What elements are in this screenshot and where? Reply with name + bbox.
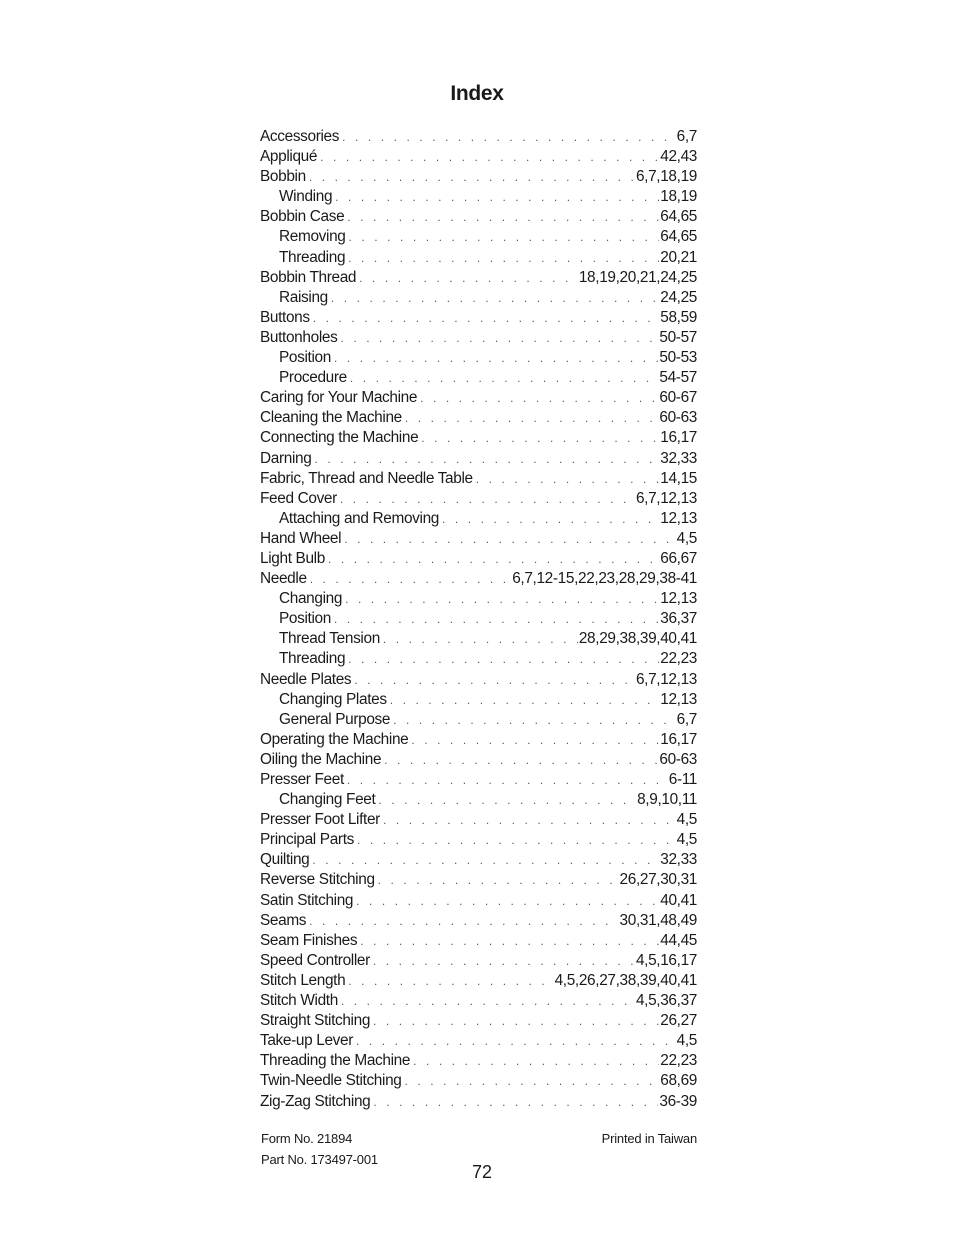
index-term: Caring for Your Machine [260, 389, 418, 407]
index-entry [260, 388, 697, 408]
index-pages: 32,33 [660, 449, 697, 467]
index-term: Principal Parts [260, 831, 354, 849]
index-pages: 20,21 [660, 248, 697, 266]
dot-leader [405, 1071, 660, 1091]
dot-leader [344, 529, 675, 549]
dot-leader [411, 730, 659, 750]
index-entry [260, 850, 697, 870]
dot-leader [312, 850, 659, 870]
index-pages: 4,5 [676, 1032, 697, 1050]
index-entry [260, 268, 697, 288]
dot-leader [342, 127, 676, 147]
index-pages: 26,27,30,31 [619, 871, 697, 889]
index-entry [260, 1011, 697, 1031]
index-pages: 44,45 [660, 931, 697, 949]
index-pages: 6,7,12,13 [635, 489, 697, 507]
index-pages: 30,31,48,49 [619, 911, 697, 929]
index-subentry [260, 790, 697, 810]
index-pages: 66,67 [660, 549, 697, 567]
printed-in-label: Printed in Taiwan [601, 1131, 697, 1146]
dot-leader [383, 810, 676, 830]
index-pages: 12,13 [660, 590, 697, 608]
dot-leader [360, 931, 659, 951]
dot-leader [335, 187, 659, 207]
index-entry [260, 670, 697, 690]
index-term: Twin-Needle Stitching [260, 1072, 402, 1090]
index-term: Threading [279, 650, 346, 668]
index-term: Presser Feet [260, 771, 344, 788]
index-entry [260, 810, 697, 830]
index-entry [260, 770, 697, 790]
index-pages: 6-11 [668, 771, 697, 788]
dot-leader [383, 629, 578, 649]
index-subentry [260, 288, 697, 308]
dot-leader [373, 951, 635, 971]
index-term: General Purpose [279, 710, 391, 728]
dot-leader [421, 428, 659, 448]
index-pages: 14,15 [660, 469, 697, 487]
index-subentry [260, 649, 697, 669]
index-term: Procedure [279, 369, 347, 387]
index-pages: 4,5,26,27,38,39,40,41 [554, 971, 697, 989]
index-subentry [260, 609, 697, 629]
index-pages: 64,65 [660, 228, 697, 246]
index-pages: 4,5 [676, 831, 697, 849]
index-pages: 6,7,12,13 [635, 670, 697, 688]
index-pages: 36-39 [659, 1092, 697, 1110]
index-pages: 4,5 [676, 811, 697, 829]
index-pages: 6,7,12-15,22,23,28,29,38-41 [512, 570, 697, 588]
index-pages: 6,7 [676, 128, 697, 145]
index-entry [260, 408, 697, 428]
dot-leader [356, 891, 659, 911]
index-entry [260, 449, 697, 469]
index-term: Removing [279, 228, 346, 246]
index-term: Speed Controller [260, 951, 370, 969]
index-term: Position [279, 349, 331, 367]
index-pages: 28,29,38,39,40,41 [578, 630, 697, 648]
index-pages: 16,17 [660, 730, 697, 748]
index-term: Bobbin Thread [260, 268, 357, 286]
index-term: Bobbin [260, 168, 306, 186]
page-title: Index [450, 82, 504, 105]
index-pages: 32,33 [660, 851, 697, 869]
dot-leader [476, 469, 659, 489]
index-pages: 4,5,36,37 [635, 992, 697, 1010]
index-term: Bobbin Case [260, 208, 345, 226]
dot-leader [314, 449, 659, 469]
dot-leader [348, 649, 659, 669]
dot-leader [309, 911, 618, 931]
dot-leader [328, 549, 659, 569]
index-pages: 6,7,18,19 [635, 168, 697, 186]
index-term: Seams [260, 911, 307, 929]
index-entry [260, 489, 697, 509]
dot-leader [340, 328, 658, 348]
index-term: Light Bulb [260, 549, 325, 567]
index-term: Seam Finishes [260, 931, 358, 949]
index-pages: 22,23 [660, 1052, 697, 1070]
dot-leader [345, 589, 659, 609]
index-pages: 22,23 [660, 650, 697, 668]
index-term: Buttons [260, 308, 310, 326]
index-term: Oiling the Machine [260, 750, 382, 768]
index-pages: 58,59 [660, 308, 697, 326]
index-term: Appliqué [260, 148, 318, 166]
index-term: Reverse Stitching [260, 871, 375, 889]
index-pages: 50-53 [659, 349, 697, 367]
index-pages: 36,37 [660, 610, 697, 628]
index-list [260, 127, 697, 1112]
index-subentry [260, 348, 697, 368]
index-pages: 64,65 [660, 208, 697, 226]
index-term: Accessories [260, 128, 340, 145]
dot-leader [309, 167, 635, 187]
index-term: Thread Tension [279, 630, 380, 648]
index-pages: 26,27 [660, 1012, 697, 1030]
index-pages: 4,5 [676, 529, 697, 547]
index-entry [260, 911, 697, 931]
index-term: Changing Feet [279, 791, 376, 809]
dot-leader [349, 227, 660, 247]
dot-leader [348, 971, 553, 991]
index-term: Threading the Machine [260, 1052, 411, 1070]
index-entry [260, 469, 697, 489]
index-entry [260, 127, 697, 147]
index-pages: 6,7 [676, 710, 697, 728]
index-subentry [260, 509, 697, 529]
index-pages: 68,69 [660, 1072, 697, 1090]
index-entry [260, 328, 697, 348]
index-term: Operating the Machine [260, 730, 409, 748]
index-entry [260, 870, 697, 890]
index-term: Needle [260, 570, 307, 588]
index-entry [260, 951, 697, 971]
index-entry [260, 569, 697, 589]
index-term: Quilting [260, 851, 310, 869]
dot-leader [390, 690, 660, 710]
index-entry [260, 428, 697, 448]
index-entry [260, 830, 697, 850]
dot-leader [350, 368, 659, 388]
index-term: Straight Stitching [260, 1012, 371, 1030]
index-term: Zig-Zag Stitching [260, 1092, 371, 1110]
index-entry [260, 308, 697, 328]
index-entry [260, 1071, 697, 1091]
form-number: Form No. 21894 [261, 1131, 353, 1146]
dot-leader [442, 509, 659, 529]
dot-leader [356, 1031, 676, 1051]
index-entry [260, 931, 697, 951]
index-entry [260, 1092, 697, 1112]
index-term: Stitch Length [260, 971, 346, 989]
dot-leader [334, 609, 659, 629]
index-term: Presser Foot Lifter [260, 811, 380, 829]
dot-leader [357, 830, 676, 850]
dot-leader [373, 1092, 658, 1112]
index-term: Changing [279, 590, 343, 608]
dot-leader [405, 408, 659, 428]
index-pages: 60-67 [659, 389, 697, 407]
index-term: Buttonholes [260, 328, 338, 346]
dot-leader [348, 248, 659, 268]
index-entry [260, 891, 697, 911]
index-entry [260, 1051, 697, 1071]
index-pages: 50-57 [659, 328, 697, 346]
index-pages: 40,41 [660, 891, 697, 909]
index-pages: 18,19 [660, 188, 697, 206]
index-term: Take-up Lever [260, 1032, 353, 1050]
index-pages: 60-63 [659, 750, 697, 768]
index-term: Attaching and Removing [279, 509, 439, 527]
index-subentry [260, 227, 697, 247]
dot-leader [313, 308, 659, 328]
index-entry [260, 1031, 697, 1051]
index-pages: 16,17 [660, 429, 697, 447]
index-subentry [260, 368, 697, 388]
index-pages: 24,25 [660, 288, 697, 306]
index-subentry [260, 187, 697, 207]
index-term: Needle Plates [260, 670, 352, 688]
index-term: Connecting the Machine [260, 429, 419, 447]
dot-leader [341, 991, 635, 1011]
index-entry [260, 549, 697, 569]
index-subentry [260, 629, 697, 649]
index-term: Hand Wheel [260, 529, 342, 547]
index-term: Darning [260, 449, 312, 467]
index-subentry [260, 690, 697, 710]
index-subentry [260, 248, 697, 268]
dot-leader [384, 750, 658, 770]
part-number: Part No. 173497-001 [261, 1152, 378, 1167]
index-entry [260, 207, 697, 227]
index-term: Changing Plates [279, 690, 387, 708]
dot-leader [334, 348, 658, 368]
dot-leader [354, 670, 635, 690]
dot-leader [378, 870, 619, 890]
index-pages: 42,43 [660, 148, 697, 166]
dot-leader [413, 1051, 659, 1071]
dot-leader [393, 710, 676, 730]
dot-leader [347, 770, 668, 790]
index-entry [260, 750, 697, 770]
index-pages: 12,13 [660, 509, 697, 527]
index-entry [260, 167, 697, 187]
index-entry [260, 147, 697, 167]
index-entry [260, 529, 697, 549]
dot-leader [373, 1011, 659, 1031]
index-pages: 12,13 [660, 690, 697, 708]
index-term: Raising [279, 288, 328, 306]
index-entry [260, 971, 697, 991]
dot-leader [310, 569, 512, 589]
index-subentry [260, 589, 697, 609]
index-term: Fabric, Thread and Needle Table [260, 469, 473, 487]
index-pages: 4,5,16,17 [635, 951, 697, 969]
dot-leader [359, 268, 578, 288]
page-number: 72 [471, 1162, 493, 1182]
index-entry [260, 991, 697, 1011]
dot-leader [378, 790, 636, 810]
dot-leader [320, 147, 659, 167]
dot-leader [340, 489, 635, 509]
index-term: Cleaning the Machine [260, 409, 402, 427]
index-term: Feed Cover [260, 489, 337, 507]
index-pages: 60-63 [659, 409, 697, 427]
index-pages: 8,9,10,11 [637, 791, 697, 809]
index-pages: 18,19,20,21,24,25 [578, 268, 697, 286]
index-term: Satin Stitching [260, 891, 354, 909]
dot-leader [420, 388, 658, 408]
index-term: Threading [279, 248, 346, 266]
index-term: Stitch Width [260, 992, 338, 1010]
index-term: Winding [279, 188, 333, 206]
dot-leader [331, 288, 659, 308]
index-entry [260, 730, 697, 750]
index-term: Position [279, 610, 331, 628]
index-subentry [260, 710, 697, 730]
index-pages: 54-57 [659, 369, 697, 387]
dot-leader [347, 207, 659, 227]
